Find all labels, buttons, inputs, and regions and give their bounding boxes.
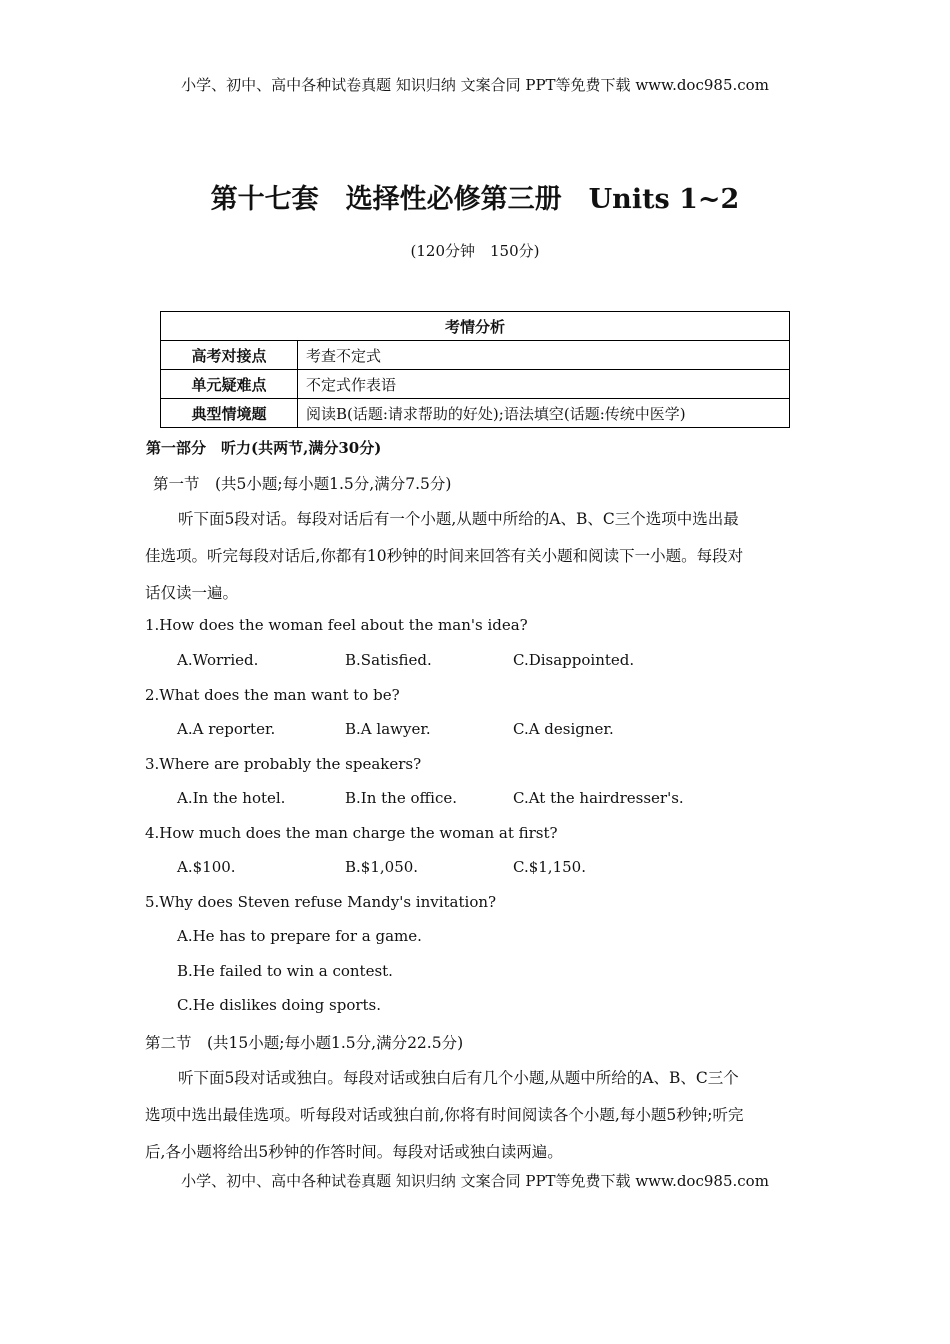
analysis-table [160, 311, 790, 428]
table-row [161, 341, 790, 370]
table-heading: 考情分析 [161, 312, 790, 341]
option-b: B.In the office. [345, 789, 458, 807]
row-key: 典型情境题 [161, 399, 298, 428]
page-footer: 小学、初中、高中各种试卷真题 知识归纳 文案合同 PPT等免费下载 www.doc985.com [181, 1172, 769, 1190]
section-two-instruction-line: 听下面5段对话或独白。每段对话或独白后有几个小题,从题中所给的A、B、C三个 [178, 1069, 739, 1087]
table-row [161, 370, 790, 399]
section-one-title: 第一节 (共5小题;每小题1.5分,满分7.5分) [153, 475, 452, 493]
option-b: B.Satisfied. [345, 651, 432, 669]
option-a: A.He has to prepare for a game. [177, 927, 422, 945]
page-title: 第十七套 选择性必修第三册 Units 1~2 [210, 184, 740, 215]
option-a: A.A reporter. [177, 720, 276, 738]
option-b: B.He failed to win a contest. [177, 962, 393, 980]
section-two-title: 第二节 (共15小题;每小题1.5分,满分22.5分) [145, 1034, 464, 1052]
option-a: A.$100. [177, 858, 236, 876]
row-value: 阅读B(话题:请求帮助的好处);语法填空(话题:传统中医学) [298, 399, 790, 428]
section-two-instruction-line: 选项中选出最佳选项。听每段对话或独白前,你将有时间阅读各个小题,每小题5秒钟;听完 [145, 1106, 744, 1124]
question-stem: 5.Why does Steven refuse Mandy's invitation? [145, 893, 497, 911]
table-row [161, 399, 790, 428]
option-b: B.$1,050. [345, 858, 419, 876]
page-header: 小学、初中、高中各种试卷真题 知识归纳 文案合同 PPT等免费下载 www.doc985.com [181, 76, 769, 94]
section-two-instruction-line: 后,各小题将给出5秒钟的作答时间。每段对话或独白读两遍。 [145, 1143, 563, 1161]
section-one-instruction-line: 听下面5段对话。每段对话后有一个小题,从题中所给的A、B、C三个选项中选出最 [178, 510, 739, 528]
option-c: C.Disappointed. [513, 651, 635, 669]
question-stem: 4.How much does the man charge the woman at first? [145, 824, 558, 842]
question-stem: 2.What does the man want to be? [145, 686, 400, 704]
row-value: 考查不定式 [298, 341, 790, 370]
option-c: C.At the hairdresser's. [513, 789, 684, 807]
option-c: C.A designer. [513, 720, 614, 738]
option-a: A.In the hotel. [177, 789, 286, 807]
table-header-row [161, 312, 790, 341]
section-one-instruction-line: 佳选项。听完每段对话后,你都有10秒钟的时间来回答有关小题和阅读下一小题。每段对 [145, 547, 744, 565]
option-b: B.A lawyer. [345, 720, 431, 738]
question-stem: 3.Where are probably the speakers? [145, 755, 422, 773]
part-one-title: 第一部分 听力(共两节,满分30分) [146, 439, 382, 457]
row-value: 不定式作表语 [298, 370, 790, 399]
question-stem: 1.How does the woman feel about the man's idea? [145, 616, 528, 634]
exam-duration-score: (120分钟 150分) [410, 242, 540, 260]
section-one-instruction-line: 话仅读一遍。 [145, 584, 239, 602]
row-key: 单元疑难点 [161, 370, 298, 399]
row-key: 高考对接点 [161, 341, 298, 370]
option-c: C.He dislikes doing sports. [177, 996, 382, 1014]
option-a: A.Worried. [177, 651, 259, 669]
option-c: C.$1,150. [513, 858, 586, 876]
